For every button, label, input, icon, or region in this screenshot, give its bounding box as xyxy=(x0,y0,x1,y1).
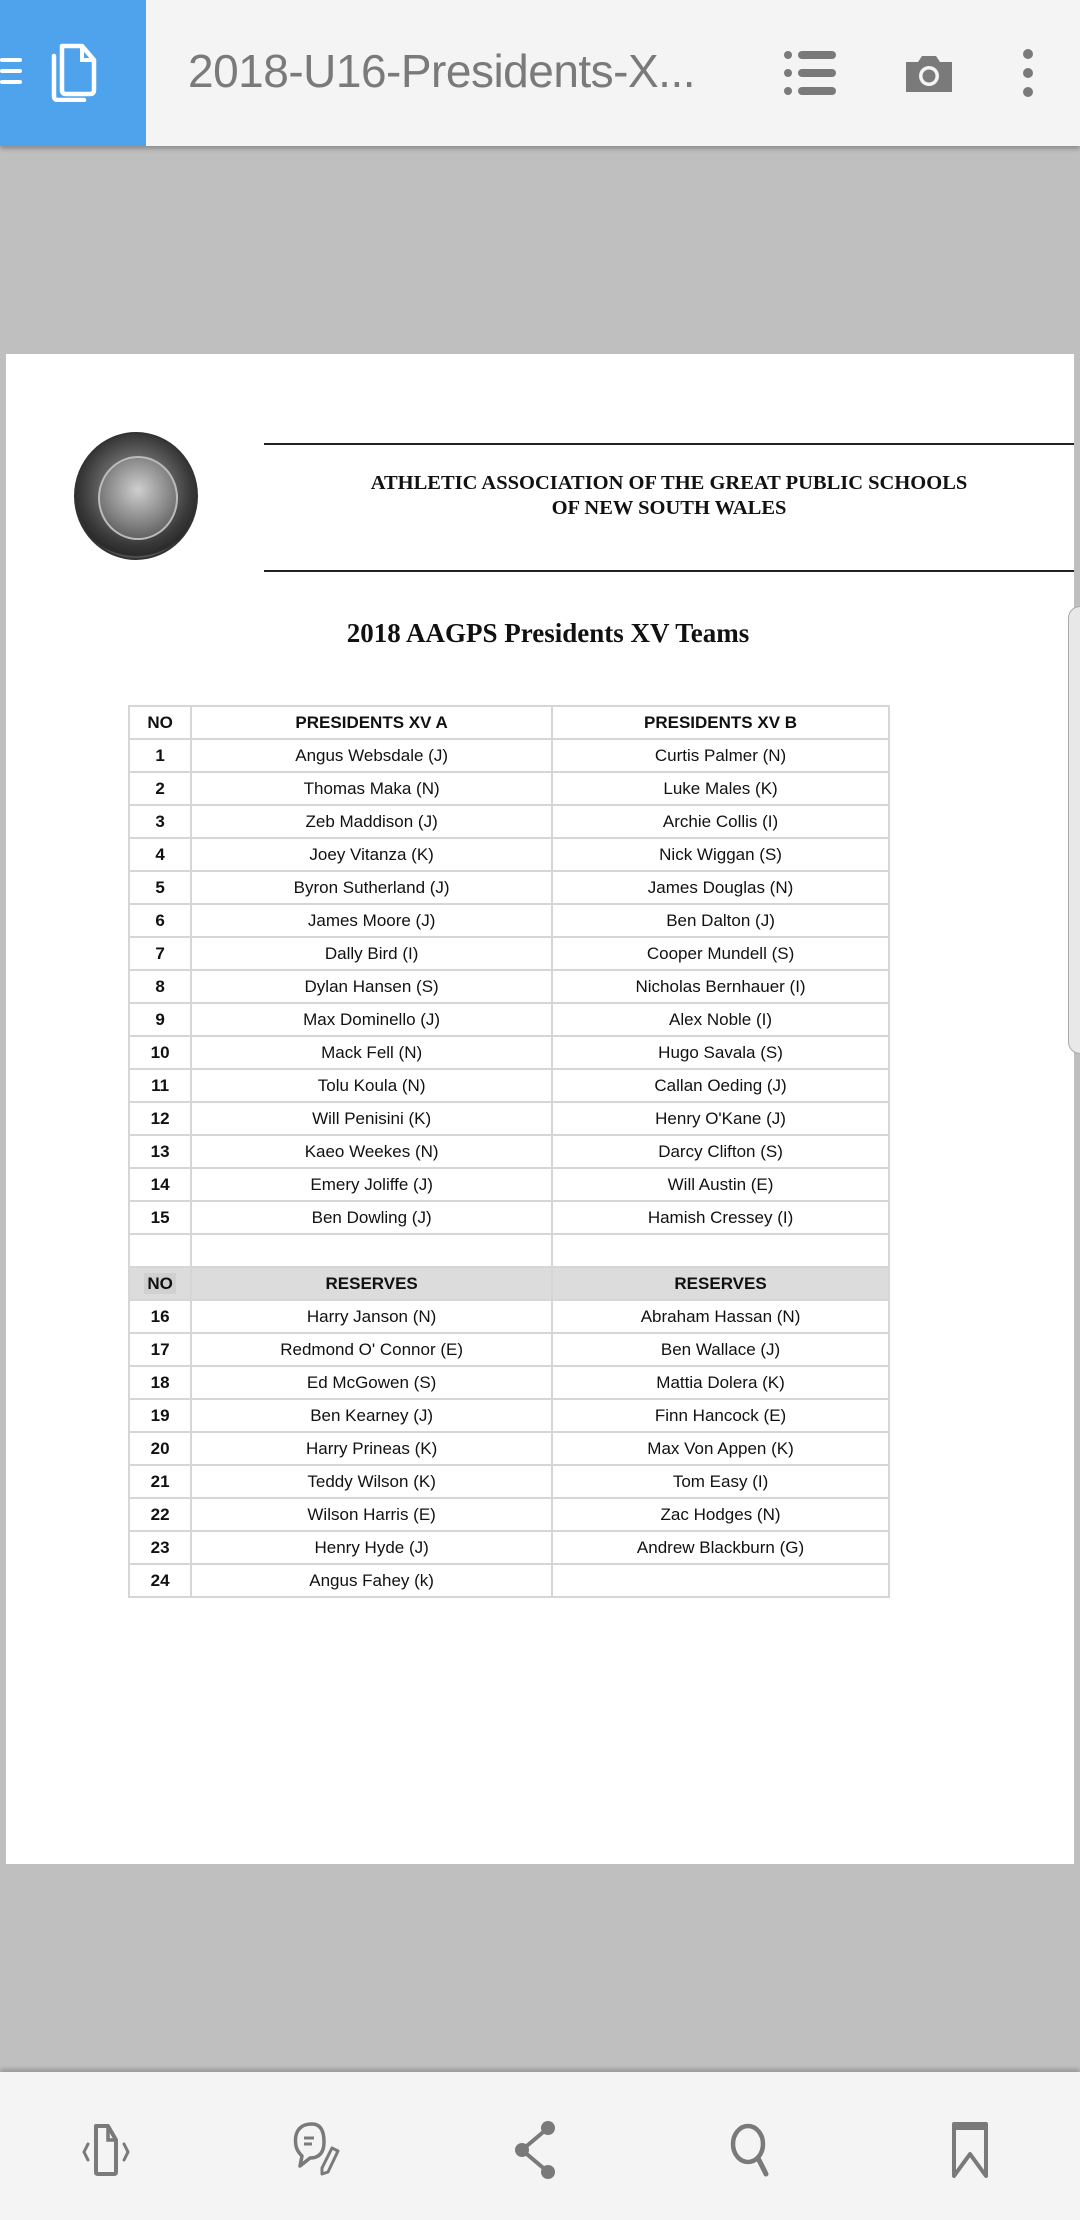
team-b-player: Ben Wallace (J) xyxy=(552,1333,889,1366)
aagps-seal-logo xyxy=(74,432,198,560)
starters-body xyxy=(129,739,889,1234)
table-header-row xyxy=(129,706,889,739)
team-a-player: Max Dominello (J) xyxy=(191,1003,552,1036)
table-row xyxy=(129,1003,889,1036)
team-a-player: Teddy Wilson (K) xyxy=(191,1465,552,1498)
table-row xyxy=(129,970,889,1003)
table-row xyxy=(129,1531,889,1564)
table-row xyxy=(129,1432,889,1465)
spacer-row xyxy=(129,1234,889,1267)
team-b-player: Alex Noble (I) xyxy=(552,1003,889,1036)
player-number: 10 xyxy=(129,1036,191,1069)
page-navigation-icon[interactable] xyxy=(78,2120,138,2180)
player-number: 24 xyxy=(129,1564,191,1597)
player-number: 21 xyxy=(129,1465,191,1498)
team-a-player: Kaeo Weekes (N) xyxy=(191,1135,552,1168)
team-b-player: Cooper Mundell (S) xyxy=(552,937,889,970)
team-a-player: Henry Hyde (J) xyxy=(191,1531,552,1564)
team-a-player: Byron Sutherland (J) xyxy=(191,871,552,904)
team-a-player: James Moore (J) xyxy=(191,904,552,937)
header-rule-bottom xyxy=(264,570,1074,572)
table-row xyxy=(129,1036,889,1069)
table-row xyxy=(129,805,889,838)
team-b-player: Hugo Savala (S) xyxy=(552,1036,889,1069)
team-b-player: Nick Wiggan (S) xyxy=(552,838,889,871)
player-number: 3 xyxy=(129,805,191,838)
header-team-a: PRESIDENTS XV A xyxy=(191,706,552,739)
document-icon xyxy=(48,42,100,102)
team-a-player: Dally Bird (I) xyxy=(191,937,552,970)
table-row xyxy=(129,1333,889,1366)
team-b-player: Ben Dalton (J) xyxy=(552,904,889,937)
table-row xyxy=(129,1069,889,1102)
organization-line-1: ATHLETIC ASSOCIATION OF THE GREAT PUBLIC SCHOOLS xyxy=(370,472,968,494)
team-roster-table xyxy=(128,705,890,1598)
team-a-player: Tolu Koula (N) xyxy=(191,1069,552,1102)
team-b-player: Henry O'Kane (J) xyxy=(552,1102,889,1135)
team-a-player: Thomas Maka (N) xyxy=(191,772,552,805)
player-number: 13 xyxy=(129,1135,191,1168)
player-number: 19 xyxy=(129,1399,191,1432)
team-a-player: Wilson Harris (E) xyxy=(191,1498,552,1531)
outline-list-icon[interactable] xyxy=(784,50,836,96)
reserves-header-team-a: RESERVES xyxy=(191,1267,552,1300)
team-a-player: Joey Vitanza (K) xyxy=(191,838,552,871)
player-number: 9 xyxy=(129,1003,191,1036)
table-row xyxy=(129,871,889,904)
team-b-player: Curtis Palmer (N) xyxy=(552,739,889,772)
table-row xyxy=(129,1366,889,1399)
player-number: 8 xyxy=(129,970,191,1003)
team-a-player: Harry Prineas (K) xyxy=(191,1432,552,1465)
player-number: 12 xyxy=(129,1102,191,1135)
table-row xyxy=(129,1201,889,1234)
reserves-header-no: NO xyxy=(129,1267,191,1300)
team-a-player: Emery Joliffe (J) xyxy=(191,1168,552,1201)
table-row xyxy=(129,1564,889,1597)
pdf-page xyxy=(6,354,1074,1864)
player-number: 11 xyxy=(129,1069,191,1102)
team-a-player: Ben Dowling (J) xyxy=(191,1201,552,1234)
team-a-player: Mack Fell (N) xyxy=(191,1036,552,1069)
table-row xyxy=(129,1465,889,1498)
player-number: 6 xyxy=(129,904,191,937)
player-number: 5 xyxy=(129,871,191,904)
player-number: 20 xyxy=(129,1432,191,1465)
team-b-player: Zac Hodges (N) xyxy=(552,1498,889,1531)
document-heading: 2018 AAGPS Presidents XV Teams xyxy=(346,618,750,648)
team-b-player: Mattia Dolera (K) xyxy=(552,1366,889,1399)
table-row xyxy=(129,1168,889,1201)
team-a-player: Ben Kearney (J) xyxy=(191,1399,552,1432)
search-icon[interactable] xyxy=(724,2120,784,2180)
player-number: 17 xyxy=(129,1333,191,1366)
team-b-player: Max Von Appen (K) xyxy=(552,1432,889,1465)
organization-line-2: OF NEW SOUTH WALES xyxy=(551,497,787,519)
page-scroll-handle[interactable] xyxy=(1068,606,1080,1054)
player-number: 15 xyxy=(129,1201,191,1234)
team-b-player: Hamish Cressey (I) xyxy=(552,1201,889,1234)
reserves-body xyxy=(129,1300,889,1597)
player-number: 14 xyxy=(129,1168,191,1201)
team-a-player: Ed McGowen (S) xyxy=(191,1366,552,1399)
bookmark-icon[interactable] xyxy=(940,2120,1000,2180)
team-b-player: Callan Oeding (J) xyxy=(552,1069,889,1102)
table-row xyxy=(129,772,889,805)
table-row xyxy=(129,1102,889,1135)
team-a-player: Angus Websdale (J) xyxy=(191,739,552,772)
player-number: 23 xyxy=(129,1531,191,1564)
team-b-player: Luke Males (K) xyxy=(552,772,889,805)
team-b-player: James Douglas (N) xyxy=(552,871,889,904)
share-icon[interactable] xyxy=(508,2120,568,2180)
player-number: 2 xyxy=(129,772,191,805)
player-number: 4 xyxy=(129,838,191,871)
team-b-player: Nicholas Bernhauer (I) xyxy=(552,970,889,1003)
table-row xyxy=(129,739,889,772)
team-a-player: Zeb Maddison (J) xyxy=(191,805,552,838)
team-a-player: Harry Janson (N) xyxy=(191,1300,552,1333)
player-number: 16 xyxy=(129,1300,191,1333)
reserves-header-row xyxy=(129,1267,889,1300)
team-a-player: Redmond O' Connor (E) xyxy=(191,1333,552,1366)
reserves-header-team-b: RESERVES xyxy=(552,1267,889,1300)
player-number: 22 xyxy=(129,1498,191,1531)
header-team-b: PRESIDENTS XV B xyxy=(552,706,889,739)
player-number: 1 xyxy=(129,739,191,772)
team-b-player: Tom Easy (I) xyxy=(552,1465,889,1498)
table-row xyxy=(129,904,889,937)
organization-heading xyxy=(264,471,1074,521)
team-b-player: Abraham Hassan (N) xyxy=(552,1300,889,1333)
table-row xyxy=(129,838,889,871)
header-rule-top xyxy=(264,443,1074,445)
table-row xyxy=(129,1135,889,1168)
document-switcher-button[interactable] xyxy=(0,0,146,146)
table-row xyxy=(129,937,889,970)
team-b-player: Will Austin (E) xyxy=(552,1168,889,1201)
table-row xyxy=(129,1399,889,1432)
team-b-player xyxy=(552,1564,889,1597)
team-b-player: Finn Hancock (E) xyxy=(552,1399,889,1432)
more-vert-icon[interactable] xyxy=(1020,48,1036,98)
team-a-player: Dylan Hansen (S) xyxy=(191,970,552,1003)
team-b-player: Andrew Blackburn (G) xyxy=(552,1531,889,1564)
document-title: 2018-U16-Presidents-X... xyxy=(188,45,696,97)
menu-icon[interactable] xyxy=(0,58,22,91)
table-row xyxy=(129,1498,889,1531)
header-no: NO xyxy=(129,706,191,739)
bottom-toolbar xyxy=(0,2072,1080,2220)
app-bar xyxy=(0,0,1080,146)
player-number: 18 xyxy=(129,1366,191,1399)
comment-annotate-icon[interactable] xyxy=(290,2120,350,2180)
camera-icon[interactable] xyxy=(904,54,954,94)
team-b-player: Archie Collis (I) xyxy=(552,805,889,838)
team-a-player: Angus Fahey (k) xyxy=(191,1564,552,1597)
team-b-player: Darcy Clifton (S) xyxy=(552,1135,889,1168)
table-row xyxy=(129,1300,889,1333)
player-number: 7 xyxy=(129,937,191,970)
team-a-player: Will Penisini (K) xyxy=(191,1102,552,1135)
